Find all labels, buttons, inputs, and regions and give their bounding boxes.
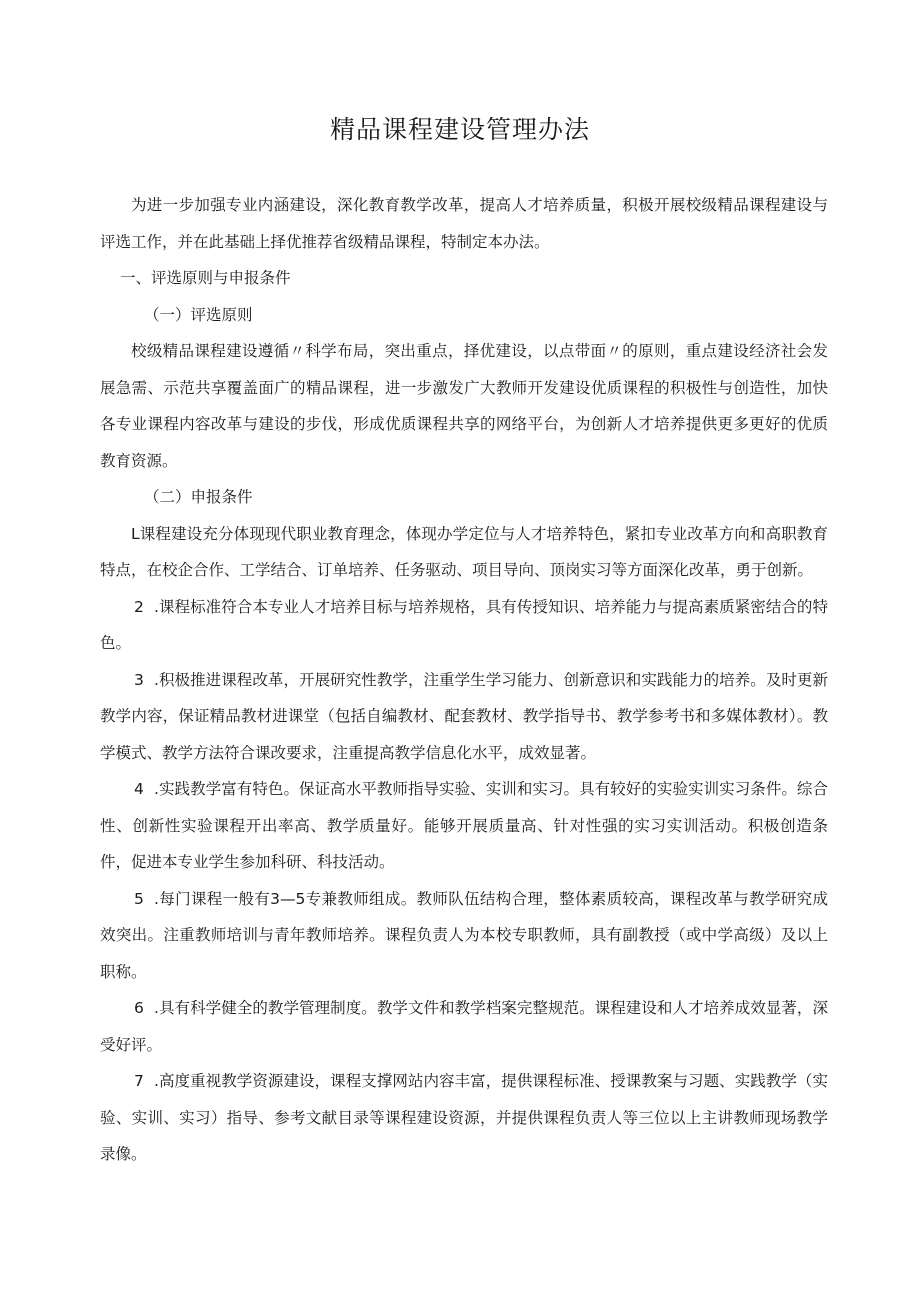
item-number: 3 — [134, 670, 144, 689]
item-number: 4 — [134, 780, 144, 798]
condition-item-2 — [100, 589, 828, 662]
document-title: 精品课程建设管理办法 — [329, 115, 590, 144]
condition-item-5 — [100, 881, 828, 991]
section-heading: 一、评选原则与申报条件 — [120, 269, 291, 287]
item-number: 5 — [134, 889, 144, 908]
item-number: 2 — [134, 597, 144, 616]
item-number: 7 — [134, 1072, 144, 1090]
item-number: 6 — [134, 999, 144, 1017]
condition-item-7 — [100, 1063, 828, 1173]
condition-item-4 — [100, 771, 828, 881]
subsection-heading-conditions: （二）申报条件 — [144, 488, 253, 506]
intro-paragraph: 为进一步加强专业内涵建设，深化教育教学改革，提高人才培养质量，积极开展校级精品课程建设与评选工作，并在此基础上择优推荐省级精品课程，特制定本办法。 — [100, 196, 828, 251]
condition-item-3 — [100, 662, 828, 772]
item-text: .积极推进课程改革，开展研究性教学，注重学生学习能力、创新意识和实践能力的培养。及时更新教学内容，保证精品教材进课堂（包括自编教材、配套教材、教学指导书、教学参考书和多媒体教材）。教学模式、教学方法符合课改要求，注重提高教学信息化水平，成效显著。 — [100, 670, 828, 762]
item-text: .具有科学健全的教学管理制度。教学文件和教学档案完整规范。课程建设和人才培养成效显著，深受好评。 — [100, 999, 828, 1054]
item-text: .课程标准符合本专业人才培养目标与培养规格，具有传授知识、培养能力与提高素质紧密结合的特色。 — [100, 597, 828, 652]
subsection-heading-principles: （一）评选原则 — [144, 305, 253, 324]
condition-item-1: L课程建设充分体现现代职业教育理念，体现办学定位与人才培养特色，紧扣专业改革方向和高职教育特点，在校企合作、工学结合、订单培养、任务驱动、项目导向、顶岗实习等方面深化改革，勇于创新。 — [100, 524, 828, 579]
document-body — [100, 187, 828, 1173]
item-text: .每门课程一般有3—5专兼教师组成。教师队伍结构合理，整体素质较高，课程改革与教学研究成效突出。注重教师培训与青年教师培养。课程负责人为本校专职教师，具有副教授（或中学高级）及以上职称。 — [100, 889, 828, 981]
condition-item-6 — [100, 990, 828, 1063]
principles-paragraph: 校级精品课程建设遵循〃科学布局，突出重点，择优建设，以点带面〃的原则，重点建设经济社会发展急需、示范共享覆盖面广的精品课程，进一步激发广大教师开发建设优质课程的积极性与创造性，加快各专业课程内容改革与建设的步伐，形成优质课程共享的网络平台，为创新人才培养提供更多更好的优质教育资源。 — [100, 342, 828, 470]
item-text: .实践教学富有特色。保证高水平教师指导实验、实训和实习。具有较好的实验实训实习条件。综合性、创新性实验课程开出率高、教学质量好。能够开展质量高、针对性强的实习实训活动。积极创造条件，促进本专业学生参加科研、科技活动。 — [100, 780, 828, 871]
item-text: .高度重视教学资源建设，课程支撑网站内容丰富，提供课程标准、授课教案与习题、实践教学（实验、实训、实习）指导、参考文献目录等课程建设资源，并提供课程负责人等三位以上主讲教师现场教学录像。 — [100, 1072, 828, 1163]
